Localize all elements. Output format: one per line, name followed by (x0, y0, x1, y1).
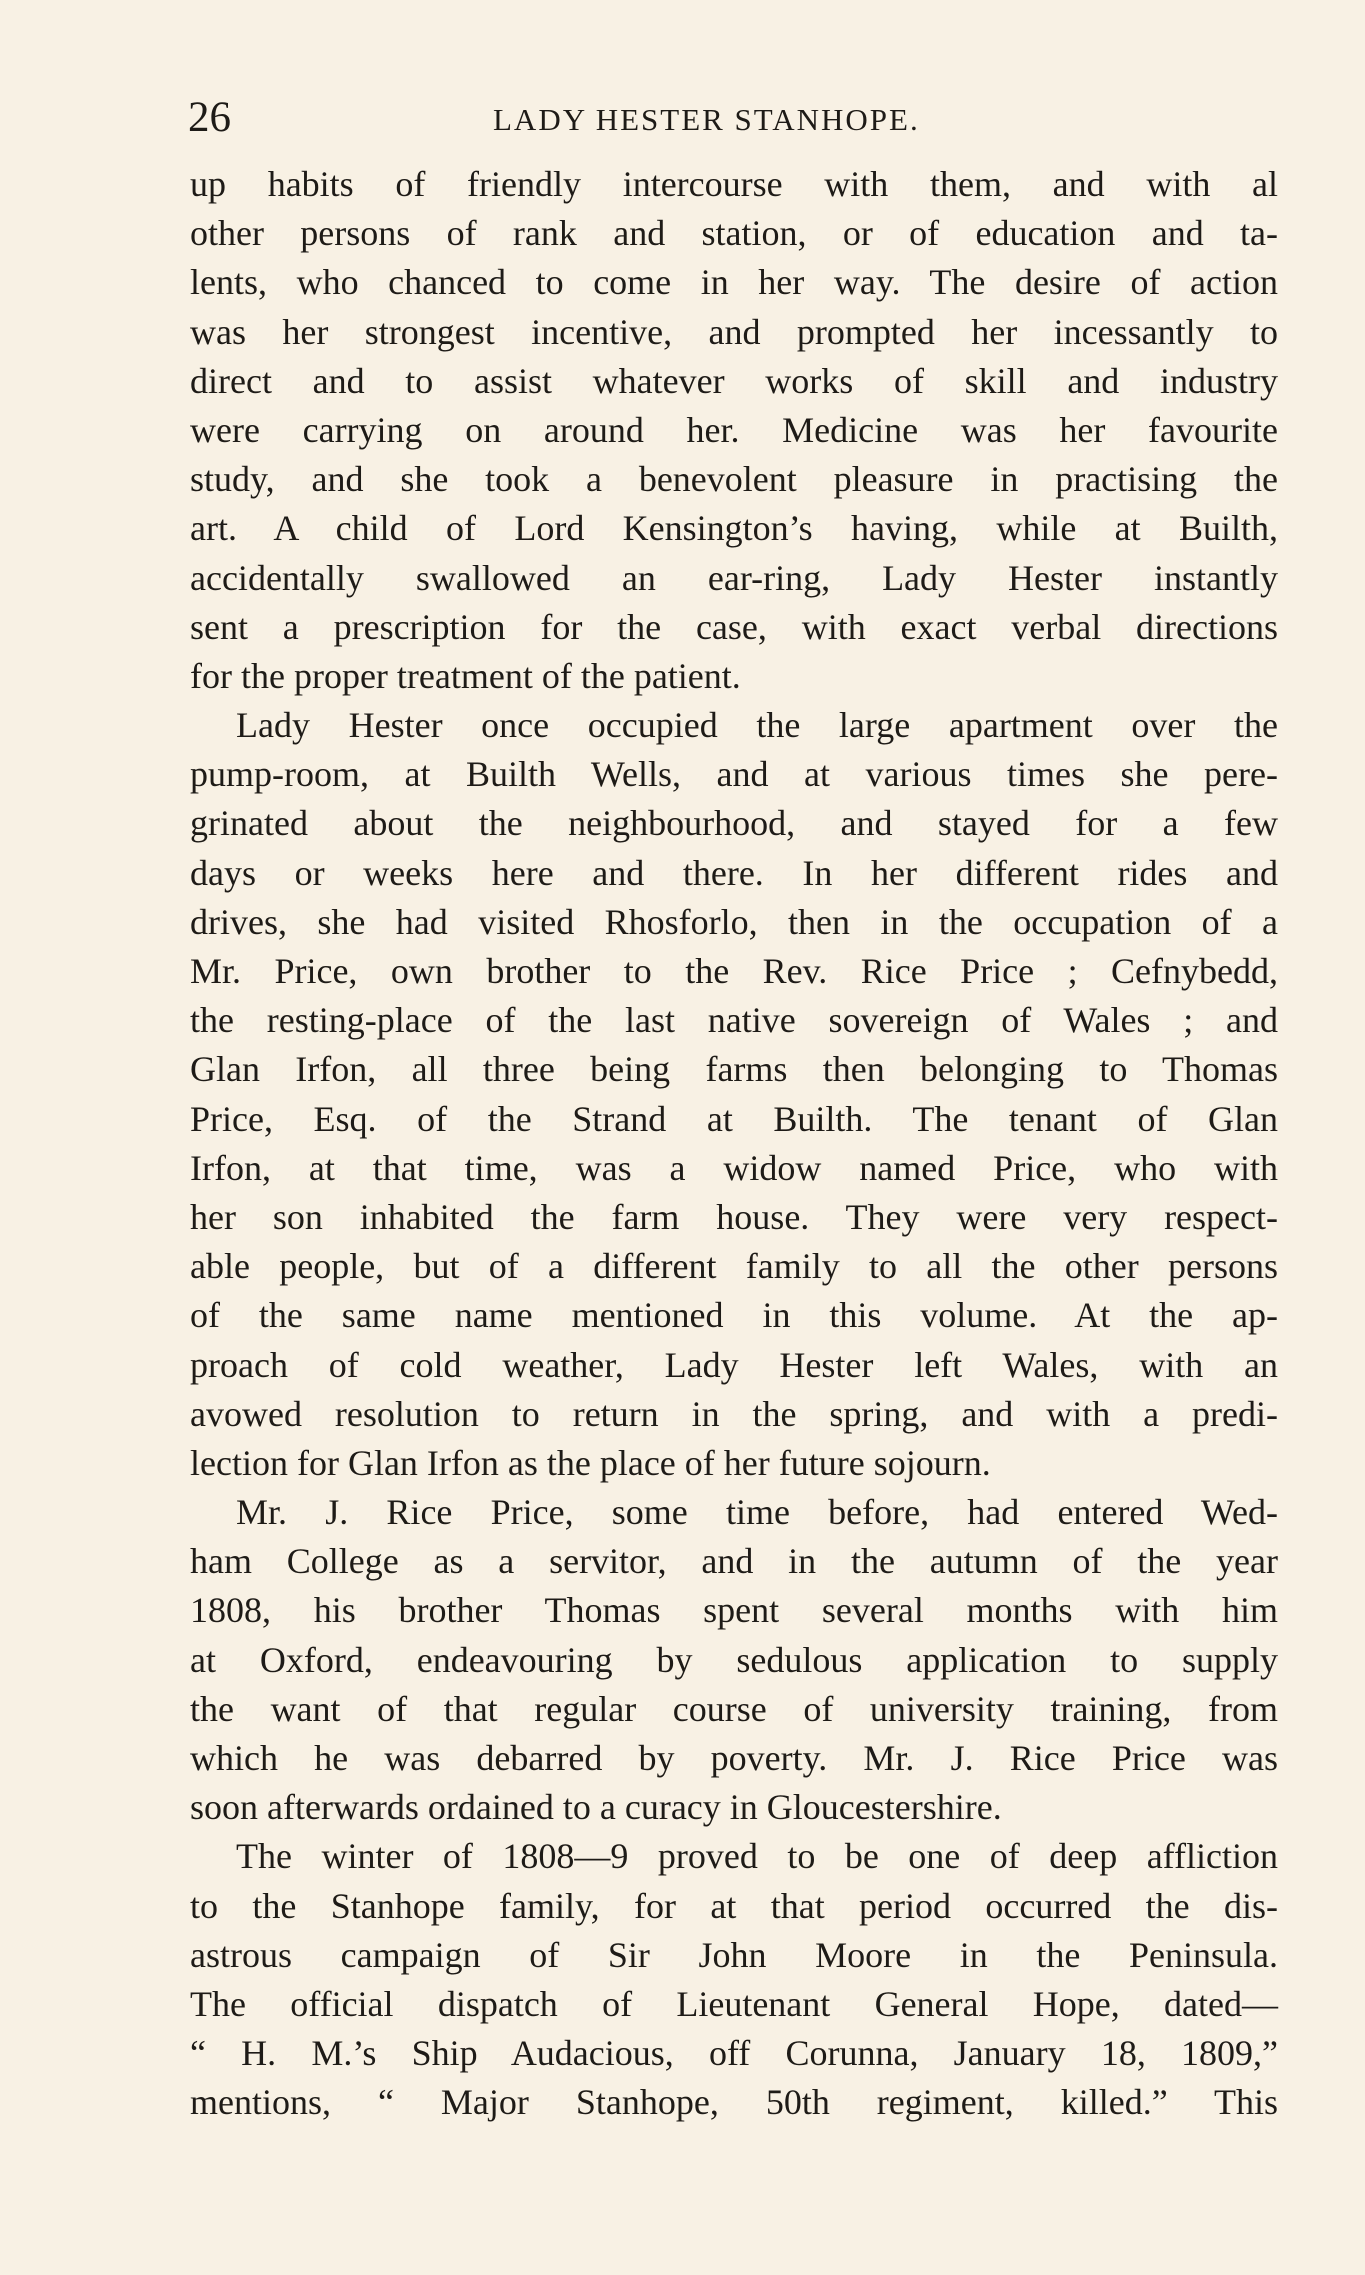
text-line: “ H. M.’s Ship Audacious, off Corunna, January 18, 1809,” (190, 2033, 1278, 2074)
text-line: for the proper treatment of the patient. (190, 655, 741, 696)
text-line: of the same name mentioned in this volume. At the ap- (190, 1295, 1278, 1336)
page-header (188, 88, 1278, 148)
paragraph (190, 1488, 1278, 1832)
text-line: able people, but of a different family to all the other persons (190, 1246, 1278, 1287)
text-line: the want of that regular course of university training, from (190, 1688, 1278, 1729)
text-line: lents, who chanced to come in her way. The desire of action (190, 262, 1278, 303)
text-line: her son inhabited the farm house. They were very respect- (190, 1196, 1278, 1237)
text-line: Lady Hester once occupied the large apartment over the (236, 705, 1278, 746)
text-line: which he was debarred by poverty. Mr. J. Rice Price was (190, 1738, 1278, 1778)
text-line: soon afterwards ordained to a curacy in Gloucestershire. (190, 1787, 1002, 1828)
text-line: Price, Esq. of the Strand at Builth. The tenant of Glan (190, 1098, 1278, 1139)
text-line: to the Stanhope family, for at that period occurred the dis- (190, 1885, 1278, 1926)
text-line: Irfon, at that time, was a widow named Price, who with (190, 1147, 1278, 1188)
text-line: up habits of friendly intercourse with them, and with al (190, 164, 1278, 204)
text-line: pump-room, at Builth Wells, and at various times she pere- (190, 754, 1278, 795)
paragraph (190, 701, 1278, 1488)
text-line: mentions, “ Major Stanhope, 50th regiment, killed.” This (190, 2082, 1278, 2123)
text-line: days or weeks here and there. In her different rides and (190, 852, 1278, 893)
text-line: 1808, his brother Thomas spent several months with him (190, 1590, 1278, 1631)
text-line: sent a prescription for the case, with exact verbal directions (190, 606, 1278, 647)
text-line: The official dispatch of Lieutenant General Hope, dated— (190, 1983, 1278, 2024)
text-line: study, and she took a benevolent pleasure in practising the (190, 459, 1278, 500)
text-line: were carrying on around her. Medicine was her favourite (190, 409, 1278, 450)
running-head: LADY HESTER STANHOPE. (493, 102, 920, 137)
text-line: was her strongest incentive, and prompted her incessantly to (190, 311, 1278, 352)
text-line: drives, she had visited Rhosforlo, then in the occupation of a (190, 901, 1278, 942)
text-line: Mr. Price, own brother to the Rev. Rice Price ; Cefnybedd, (190, 951, 1278, 991)
text-line: the resting-place of the last native sovereign of Wales ; and (190, 1000, 1278, 1041)
text-line: The winter of 1808—9 proved to be one of deep affliction (236, 1836, 1278, 1877)
page-number: 26 (188, 94, 231, 141)
text-line: direct and to assist whatever works of skill and industry (190, 360, 1278, 401)
text-line: Mr. J. Rice Price, some time before, had entered Wed- (236, 1492, 1278, 1533)
text-line: at Oxford, endeavouring by sedulous application to supply (190, 1639, 1278, 1680)
text-line: grinated about the neighbourhood, and stayed for a few (190, 803, 1278, 844)
text-line: accidentally swallowed an ear-ring, Lady Hester instantly (190, 557, 1278, 598)
text-line: ham College as a servitor, and in the autumn of the year (190, 1541, 1278, 1582)
paragraph (190, 1832, 1278, 2127)
text-line: art. A child of Lord Kensington’s having, while at Builth, (190, 508, 1278, 549)
text-line: Glan Irfon, all three being farms then belonging to Thomas (190, 1049, 1278, 1090)
text-line: astrous campaign of Sir John Moore in the Peninsula. (190, 1934, 1278, 1975)
text-line: other persons of rank and station, or of education and ta- (190, 213, 1278, 254)
text-line: lection for Glan Irfon as the place of her future sojourn. (190, 1442, 991, 1483)
text-line: avowed resolution to return in the spring, and with a predi- (190, 1393, 1278, 1434)
body-text (190, 160, 1278, 2128)
text-line: proach of cold weather, Lady Hester left Wales, with an (190, 1344, 1278, 1385)
paragraph (190, 160, 1278, 701)
